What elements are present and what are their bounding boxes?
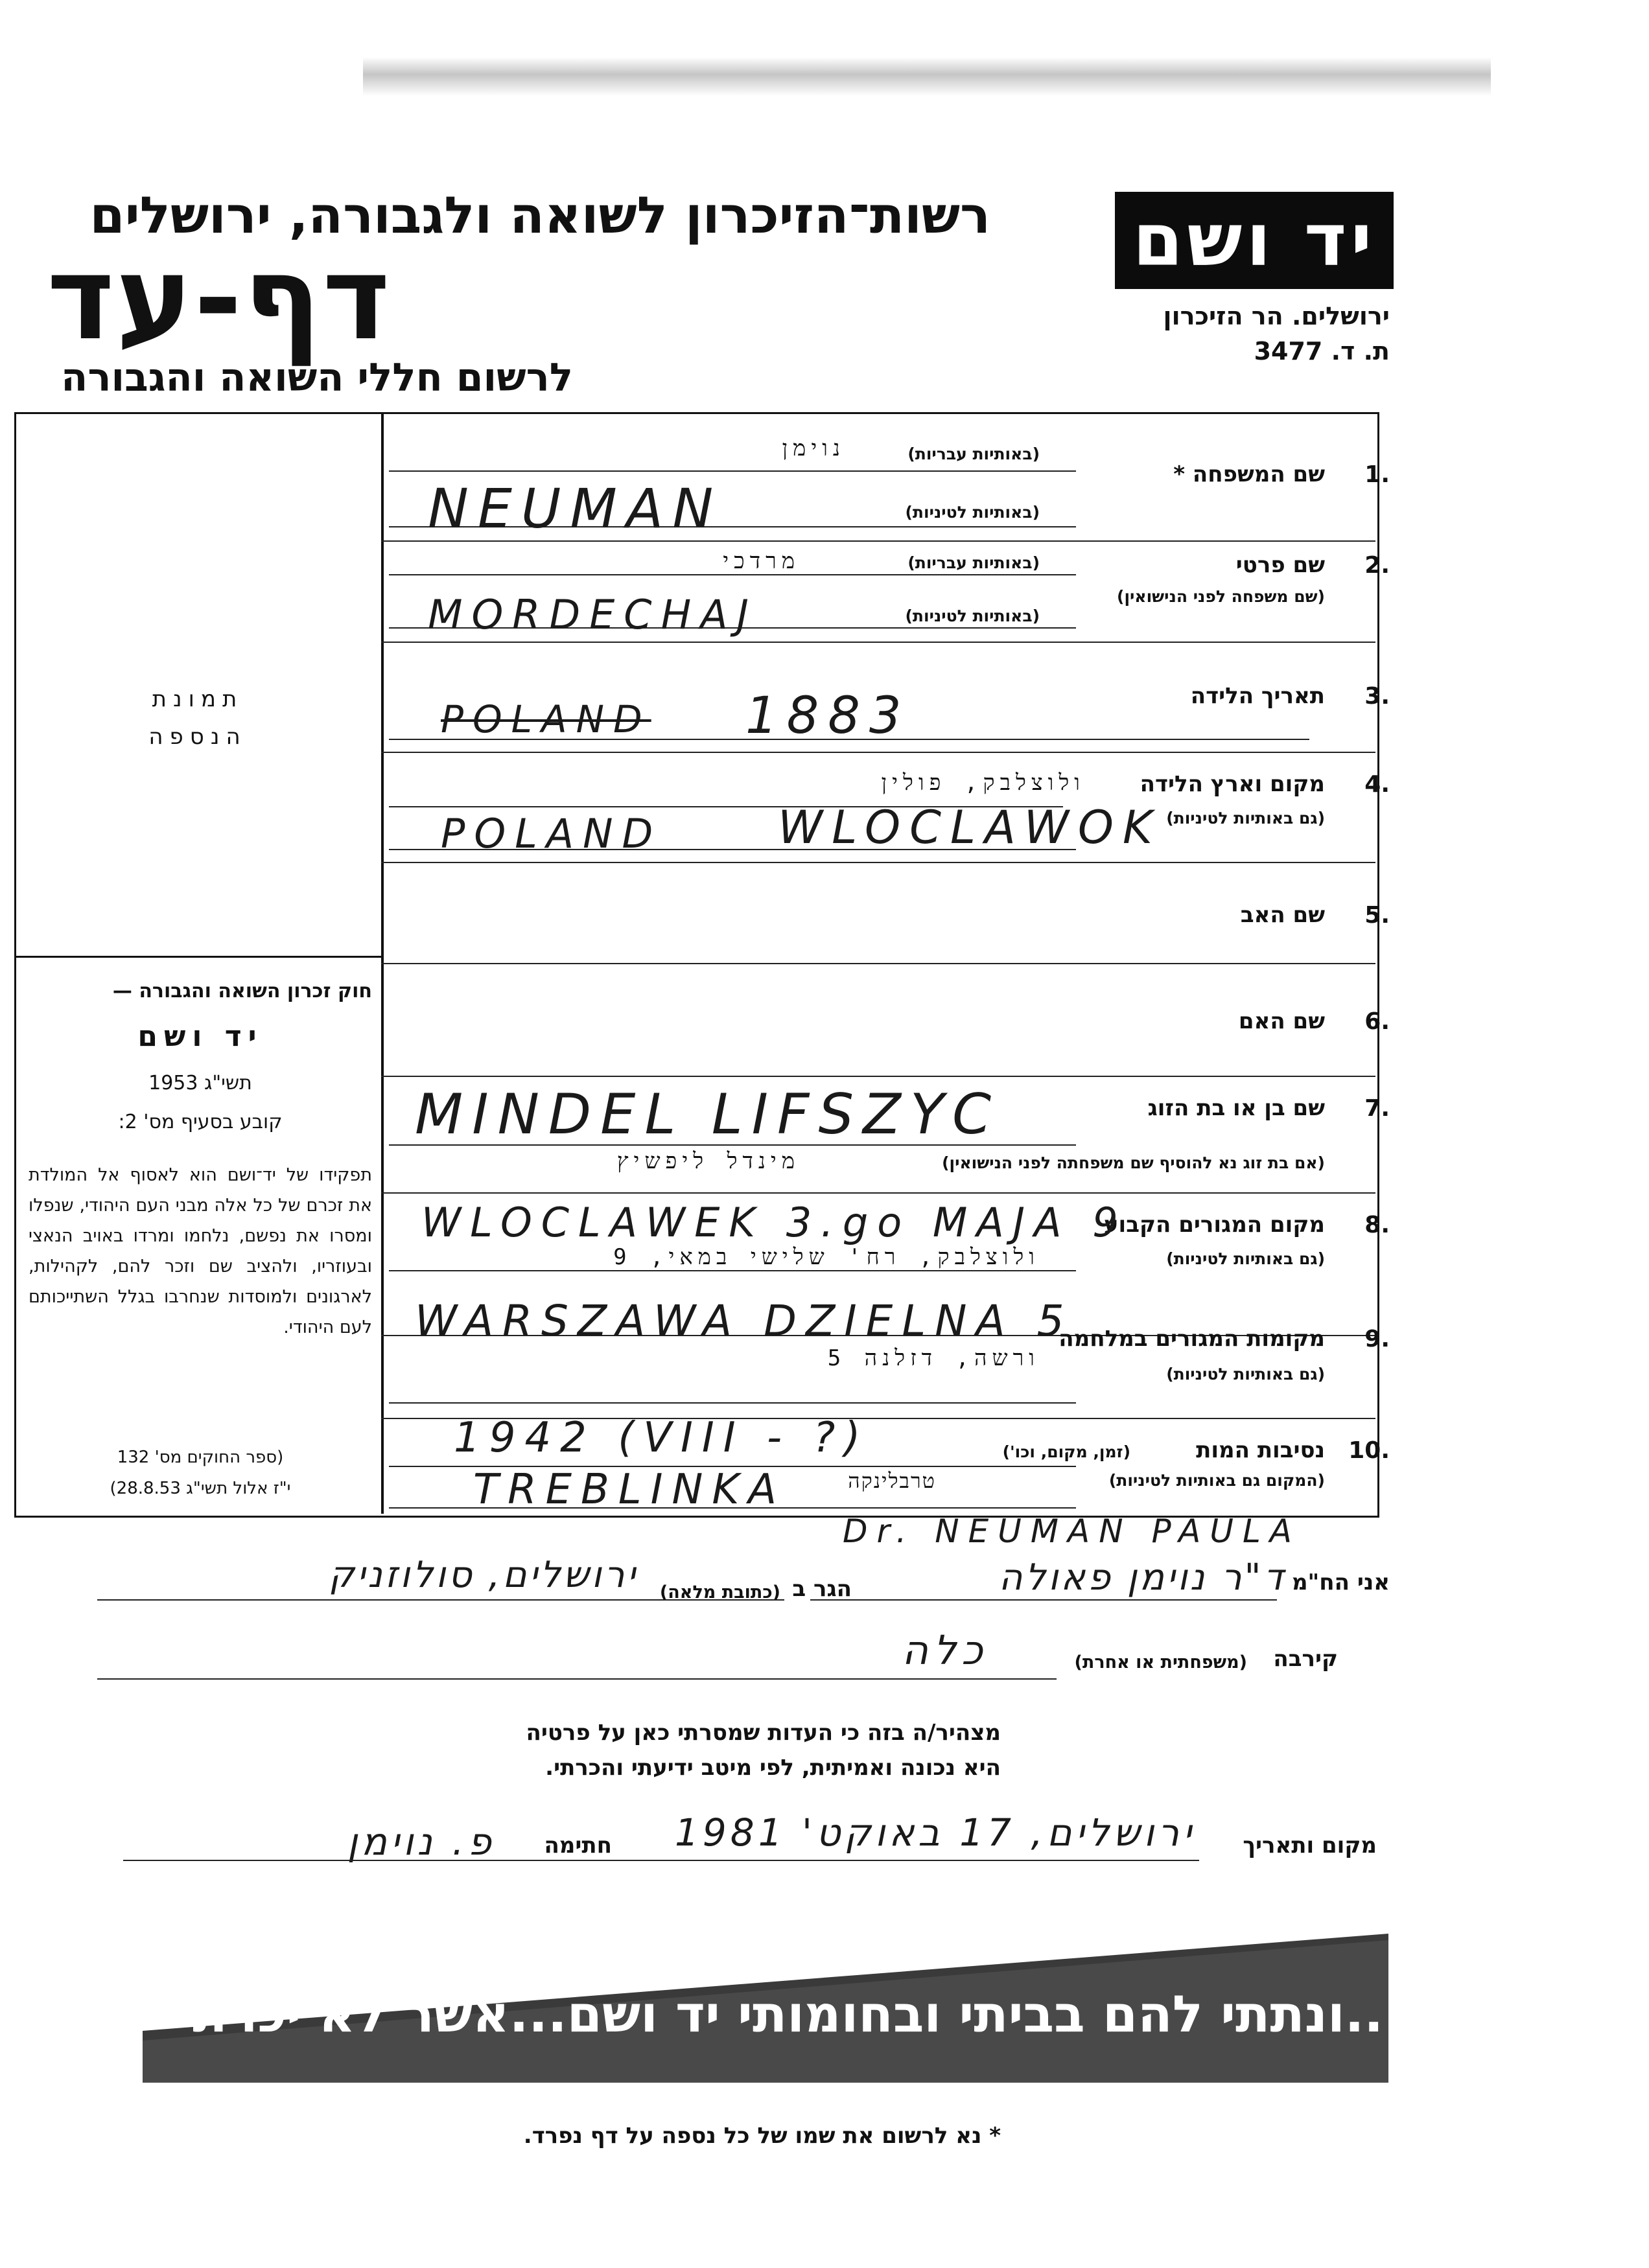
scan-artifact-strip: [363, 57, 1491, 96]
field-label-death-circumstances: נסיבות המות: [1196, 1437, 1325, 1463]
field-label-mother-name: שם האם: [1238, 1008, 1325, 1034]
field-label-war-residence: מקומות המגורים במלחמה: [1058, 1326, 1325, 1352]
sidebar-divider: [14, 956, 381, 958]
place-date-value[interactable]: ירושלים, 17 באוקט' 1981: [674, 1811, 1195, 1855]
field-underline: [123, 1860, 1199, 1861]
photo-label-line-1: תמונת: [152, 686, 244, 712]
field-underline: [389, 1402, 1076, 1404]
field-label-birth-place: מקום וארץ הלידה: [1140, 771, 1325, 797]
war-residence-latin-value[interactable]: WARSZAWA DZIELNA 5: [415, 1296, 1073, 1346]
field-label-surname: שם המשפחה *: [1173, 461, 1325, 487]
field-number: 5.: [1364, 902, 1390, 929]
field-sublabel: (באותיות לטיניות): [905, 503, 1040, 522]
relation-label: קירבה: [1273, 1646, 1338, 1672]
spouse-latin-value[interactable]: MINDEL LIFSZYC: [415, 1082, 1001, 1147]
declarant-label: אני הח"מ: [1291, 1569, 1390, 1595]
field-number: 6.: [1364, 1008, 1390, 1035]
field-number: 7.: [1364, 1095, 1390, 1122]
row-divider: [381, 1076, 1375, 1077]
field-label-first-name: שם פרטי: [1235, 552, 1325, 578]
surname-hebrew-value[interactable]: נוימן: [782, 435, 845, 461]
field-label-spouse: שם בן או בת הזוג: [1147, 1095, 1325, 1121]
row-divider: [381, 963, 1375, 964]
field-underline: [389, 1270, 1076, 1271]
address-line-2: ת. ד. 3477: [1254, 337, 1390, 365]
field-underline: [810, 1599, 1277, 1601]
field-note: (שם משפחה לפני הנישואין): [1117, 587, 1325, 606]
field-sublabel: (אם בת זוג נא להוסיף שם משפחתה לפני הנישואין): [942, 1153, 1325, 1172]
field-number: 3.: [1364, 683, 1390, 710]
field-sublabel: (המקום גם באותיות לטיניות): [1108, 1471, 1325, 1490]
birth-date-struck-value: POLAND: [441, 697, 651, 741]
death-place-hebrew-value[interactable]: טרבלינקה: [848, 1468, 936, 1493]
form-title: דף-עד: [47, 231, 392, 365]
relation-note: (משפחתית או אחרת): [1074, 1652, 1247, 1672]
birth-place-latin-value-2[interactable]: WLOCLAWOK: [778, 801, 1162, 854]
law-body: תפקידו של יד־ושם הוא לאסוף אל המולדת את זכרם של כל אלה מבני העם היהודי, שנפלו ומסרו את נפשם, נלחמו ומרדו באויב הנאצי ובעוזריו, ולהציב שם וזכר להם, לקהילות, לארגונים ולמוסדות שנחרבו בגלל השתייכותם לעם היהודי.: [29, 1165, 372, 1337]
signature-value[interactable]: פ. נוימן: [347, 1820, 495, 1864]
death-place-latin-value[interactable]: TREBLINKA: [473, 1466, 786, 1514]
law-clause: קובע בסעיף מס' 2:: [118, 1111, 283, 1133]
row-divider: [381, 862, 1375, 863]
birth-place-hebrew-value[interactable]: ולוצלבק, פולין: [881, 770, 1085, 796]
row-divider: [381, 642, 1375, 643]
war-residence-hebrew-value[interactable]: ורשה, דזלנה 5: [827, 1345, 1040, 1371]
field-underline: [97, 1678, 1057, 1680]
form-subtitle: לרשום חללי השואה והגבורה: [61, 355, 573, 400]
law-name: יד ושם: [137, 1020, 263, 1053]
sidebar-column: [14, 412, 384, 1514]
field-label-birth-date: תאריך הלידה: [1190, 683, 1325, 709]
relation-value[interactable]: כלה: [902, 1626, 988, 1674]
row-divider: [381, 752, 1375, 753]
field-underline: [389, 470, 1076, 472]
declarant-address-value[interactable]: ירושלים, סולוזניק: [329, 1554, 638, 1596]
field-sublabel: (באותיות לטיניות): [905, 607, 1040, 625]
place-date-label: מקום ותאריך: [1243, 1833, 1377, 1858]
spouse-hebrew-value[interactable]: מינדל ליפשיץ: [616, 1148, 800, 1174]
death-circumstances-value[interactable]: 1942 (VIII - ?): [454, 1414, 870, 1462]
declarant-name-value[interactable]: ד"ר נוימן פאולה: [998, 1556, 1286, 1599]
field-underline: [389, 574, 1076, 575]
residence-latin-value[interactable]: WLOCLAWEK 3.go MAJA 9: [421, 1199, 1127, 1246]
address-line-1: ירושלים. הר הזיכרון: [1163, 302, 1390, 330]
yad-vashem-logo: יד ושם: [1115, 192, 1394, 289]
field-number: 4.: [1364, 771, 1390, 798]
address-note: (כתובת מלאה): [659, 1582, 780, 1603]
residing-label: הגר ב: [792, 1576, 852, 1602]
field-number: 9.: [1364, 1326, 1390, 1352]
field-sublabel: (גם באותיות לטיניות): [1166, 1249, 1325, 1268]
field-label-note: (זמן, מקום, וכו'): [1002, 1442, 1130, 1461]
footer-note: * נא לרשום את שמו של כל נספה על דף נפרד.: [523, 2123, 1001, 2149]
row-divider: [381, 540, 1375, 542]
birth-place-latin-value-1[interactable]: POLAND: [441, 810, 662, 857]
declarant-name-latin[interactable]: Dr. NEUMAN PAULA: [843, 1512, 1302, 1550]
law-reference-1: (ספר החוקים מס' 132: [117, 1448, 284, 1467]
field-label-father-name: שם האב: [1240, 902, 1325, 928]
field-sublabel: (באותיות עבריות): [907, 445, 1040, 463]
field-sublabel: (גם באותיות לטיניות): [1166, 809, 1325, 827]
field-number: 10.: [1348, 1437, 1390, 1464]
first-name-hebrew-value[interactable]: מרדכי: [723, 548, 800, 574]
authority-name: רשות־הזיכרון לשואה ולגבורה, ירושלים: [89, 187, 990, 245]
statement-line-1: מצהיר/ה בזה כי העדות שמסרתי כאן על פרטיה: [526, 1720, 1001, 1746]
law-reference-2: י"ז אלול תשי"ג 28.8.53): [110, 1479, 291, 1498]
row-divider: [381, 1192, 1375, 1194]
law-title: חוק זכרון השואה והגבורה —: [112, 980, 372, 1002]
field-number: 2.: [1364, 552, 1390, 579]
photo-placeholder: [16, 680, 380, 756]
surname-latin-value[interactable]: NEUMAN: [428, 477, 723, 540]
field-number: 1.: [1364, 461, 1390, 488]
field-sublabel: (גם באותיות לטיניות): [1166, 1365, 1325, 1383]
field-label-residence: מקום המגורים הקבוע: [1103, 1212, 1325, 1238]
field-underline: [97, 1599, 784, 1601]
first-name-latin-value[interactable]: MORDECHAJ: [428, 591, 758, 638]
law-year: תשי"ג 1953: [148, 1072, 252, 1094]
signature-label: חתימה: [544, 1833, 612, 1858]
field-sublabel: (באותיות עבריות): [907, 553, 1040, 572]
banner-quote: ..ונתתי להם בביתי ובחומותי יד ושם...אשר לא יכרת: [193, 1985, 1383, 2044]
field-number: 8.: [1364, 1212, 1390, 1238]
residence-hebrew-value[interactable]: ולוצלבק, רח' שלישי במאי, 9: [613, 1244, 1040, 1270]
statement-line-2: היא נכונה ואמיתית, לפי מיטב ידיעתי והכרתי.: [545, 1755, 1001, 1781]
birth-date-value[interactable]: 1883: [745, 687, 911, 745]
photo-label-line-2: הנספה: [148, 724, 247, 750]
